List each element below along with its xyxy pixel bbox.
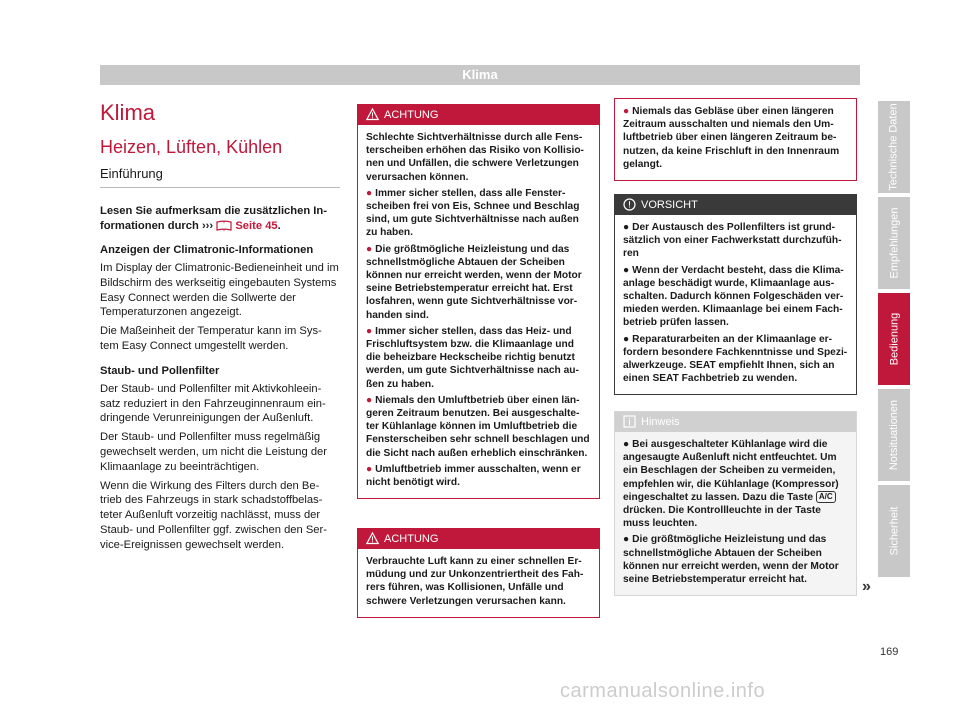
list-item-text: Bei ausgeschalteter Kühlanlage wird die angesaugte Außenluft nicht entfeuchtet. Um ein Beschlagen der Scheiben zu vermeiden, empfehlen wir, die Kühlanlage (Kompressor) eingeschaltet zu lassen. Dazu die Taste <box>623 439 839 503</box>
watermark: carmanualsonline.info <box>560 680 766 702</box>
bullet-icon: ● <box>623 106 630 117</box>
book-icon <box>216 220 232 231</box>
list-item <box>623 221 848 261</box>
caution-header <box>615 195 856 215</box>
list-item <box>366 243 591 322</box>
continue-marker: » <box>862 578 871 595</box>
list-item <box>623 438 848 530</box>
list-item <box>366 463 591 489</box>
list-item <box>366 394 591 460</box>
list-item-text: Reparaturarbeiten an der Klimaanlage er-fordern besondere Fachkenntnisse und Spezi-alwerkzeuge. SEAT empfiehlt Ihnen, sich an einen SEAT Fachbetrieb zu wenden. <box>623 333 848 385</box>
list-item-text: Die größtmögliche Heizleistung und das schnellstmögliche Abtauen der Scheiben können nur erreicht werden, wenn der Motor seine Betriebstemperatur erreicht hat. Erst losfahren, wenn gute Sichtverhältnisse vor-handen sind. <box>366 243 582 321</box>
list-item <box>366 187 591 240</box>
tab-label: Sicherheit <box>888 506 901 556</box>
bullet-icon: ● <box>366 394 373 406</box>
list-item-text: Wenn der Verdacht besteht, dass die Klima-anlage beschädigt wurde, Klimaanlage aus-schalten. Dadurch können Folgeschäden ver-mieden werden. Klimaanlage bei einem Fach-betrieb prüfen lassen. <box>623 264 844 329</box>
subsection-title: Einführung <box>100 166 340 188</box>
lead-paragraph <box>100 204 340 233</box>
list-item-text: Niemals den Umluftbetrieb über einen län-geren Zeitraum benutzen. Bei ausgeschalte-ter Kühlanlage können im Umluftbetrieb die Fensterscheiben sehr schnell beschlagen und die Sicht nach außen erheblich einschränken. <box>366 394 590 459</box>
page-number: 169 <box>880 646 899 658</box>
filter-heading: Staub- und Pollenfilter <box>100 364 220 377</box>
caution-circle-icon <box>623 198 636 211</box>
running-header: Klima <box>100 65 860 85</box>
arrows-icon: ››› <box>201 219 214 232</box>
list-item-text: Die größtmögliche Heizleistung und das schnellstmögliche Abtauen der Scheiben können nur erreicht werden, wenn der Motor seine Betriebstemperatur erreicht hat. <box>623 534 839 586</box>
note-header <box>615 412 856 432</box>
tab-notsituationen[interactable] <box>878 389 910 481</box>
list-item <box>623 533 848 586</box>
page-reference-link[interactable]: Seite 45 <box>235 219 278 232</box>
list-item <box>366 325 591 391</box>
bullet-icon: ● <box>623 333 630 345</box>
tab-label: Notsituationen <box>888 399 901 471</box>
filter-paragraph-1: Der Staub- und Pollenfilter mit Aktivkohleein-satz reduziert in den Fahrzeuginnenraum ein-dringende Verunreinigungen der Außenluft. <box>100 382 326 425</box>
bullet-icon: ● <box>623 534 630 546</box>
caution-box <box>614 194 857 395</box>
bullet-icon: ● <box>366 325 373 337</box>
list-item-text: Immer sicher stellen, dass alle Fenster-scheiben frei von Eis, Schnee und Beschlag sind, um gute Sichtverhältnisse nach außen zu haben. <box>366 187 580 239</box>
list-item <box>623 333 848 386</box>
warning-text: Verbrauchte Luft kann zu einer schnellen Er-müdung und zur Unkonzentriertheit des Fah-rers führen, was Kollisionen, Unfälle und schwere Verletzungen verursachen kann. <box>366 556 584 607</box>
bullet-icon: ● <box>623 222 630 233</box>
climatronic-heading: Anzeigen der Climatronic-Informationen <box>100 244 314 256</box>
bullet-icon: ● <box>366 187 373 199</box>
warning-box-air <box>357 528 600 618</box>
warning-label: ACHTUNG <box>384 109 439 121</box>
warning-intro: Schlechte Sichtverhältnisse durch alle Fens-terscheiben erhöhen das Risiko von Kollisio-nen und Unfällen, die schwere Verletzungen verursachen können. <box>366 132 584 183</box>
note-label: Hinweis <box>641 416 680 428</box>
list-item-text: Der Austausch des Pollenfilters ist grund-sätzlich von einer Fachwerkstatt durchzufüh-ren <box>623 222 842 260</box>
tab-technische-daten[interactable] <box>878 101 910 193</box>
warning-body <box>358 125 599 498</box>
list-item-text: Immer sicher stellen, dass das Heiz- und Frischluftsystem bzw. die Klimaanlage und die beheizbare Heckscheibe richtig benutzt werden, um gute Sichtverhältnisse nach au-ßen zu haben. <box>366 325 579 390</box>
warning-header <box>358 105 599 125</box>
section-title: Heizen, Lüften, Kühlen <box>100 137 283 157</box>
tab-sicherheit[interactable] <box>878 485 910 577</box>
tab-label: Bedienung <box>888 312 901 366</box>
warning-box-visibility <box>357 104 600 499</box>
ac-key-icon: A/C <box>816 491 836 503</box>
warning-header <box>358 529 599 549</box>
lead-end: . <box>277 219 281 232</box>
note-body <box>615 432 856 595</box>
caution-body <box>615 215 856 394</box>
chapter-title: Klima <box>100 100 156 125</box>
warning-triangle-icon <box>366 108 379 121</box>
note-box <box>614 411 857 596</box>
climatronic-paragraph-2: Die Maßeinheit der Temperatur kann im Sys-tem Easy Connect umgestellt werden. <box>100 325 322 352</box>
bullet-icon: ● <box>366 243 373 255</box>
warning-body <box>358 549 599 617</box>
list-item <box>623 105 848 171</box>
tab-label: Empfehlungen <box>888 207 901 279</box>
info-icon <box>623 415 636 428</box>
filter-paragraph-2: Der Staub- und Pollenfilter muss regelmäßig gewechselt werden, um nicht die Leistung der Klimaanlage zu beeinträchtigen. <box>100 431 327 473</box>
warning-body <box>615 99 856 180</box>
warning-box-continued <box>614 98 857 181</box>
tab-empfehlungen[interactable] <box>878 197 910 289</box>
tab-label: Technische Daten <box>888 103 901 191</box>
warning-label: ACHTUNG <box>384 533 439 545</box>
list-item-text: Niemals das Gebläse über einen längeren Zeitraum ausschalten und niemals den Um-luftbetrieb über einen längeren Zeitraum be-nutzen, da keine Frischluft in den Innenraum gelangt. <box>623 106 840 170</box>
tab-bedienung[interactable] <box>878 293 910 385</box>
bullet-icon: ● <box>623 439 630 450</box>
filter-paragraph-3: Wenn die Wirkung des Filters durch den Be-trieb des Fahrzeugs in stark schadstoffbelas-teter Außenluft vorzeitig nachlässt, muss der Staub- und Pollenfilter ggf. zwischen den Ser-vice-Ereignissen gewechselt werden. <box>100 479 327 551</box>
list-item-text: drücken. Die Kontrollleuchte in der Taste muss leuchten. <box>623 505 821 530</box>
list-item-text: Umluftbetrieb immer ausschalten, wenn er nicht benötigt wird. <box>366 463 581 489</box>
bullet-icon: ● <box>366 463 373 475</box>
caution-label: VORSICHT <box>641 199 698 211</box>
main-text-column <box>100 100 340 553</box>
bullet-icon: ● <box>623 264 630 276</box>
list-item <box>623 264 848 330</box>
warning-triangle-icon <box>366 532 379 545</box>
climatronic-paragraph-1: Im Display der Climatronic-Bedieneinheit und im Bildschirm des werkseitig eingebauten Systems Easy Connect werden die Sollwerte der Temperaturzonen angezeigt. <box>100 262 339 319</box>
lead-text: Lesen Sie aufmerksam die zusätzlichen In-formationen durch <box>100 205 327 232</box>
